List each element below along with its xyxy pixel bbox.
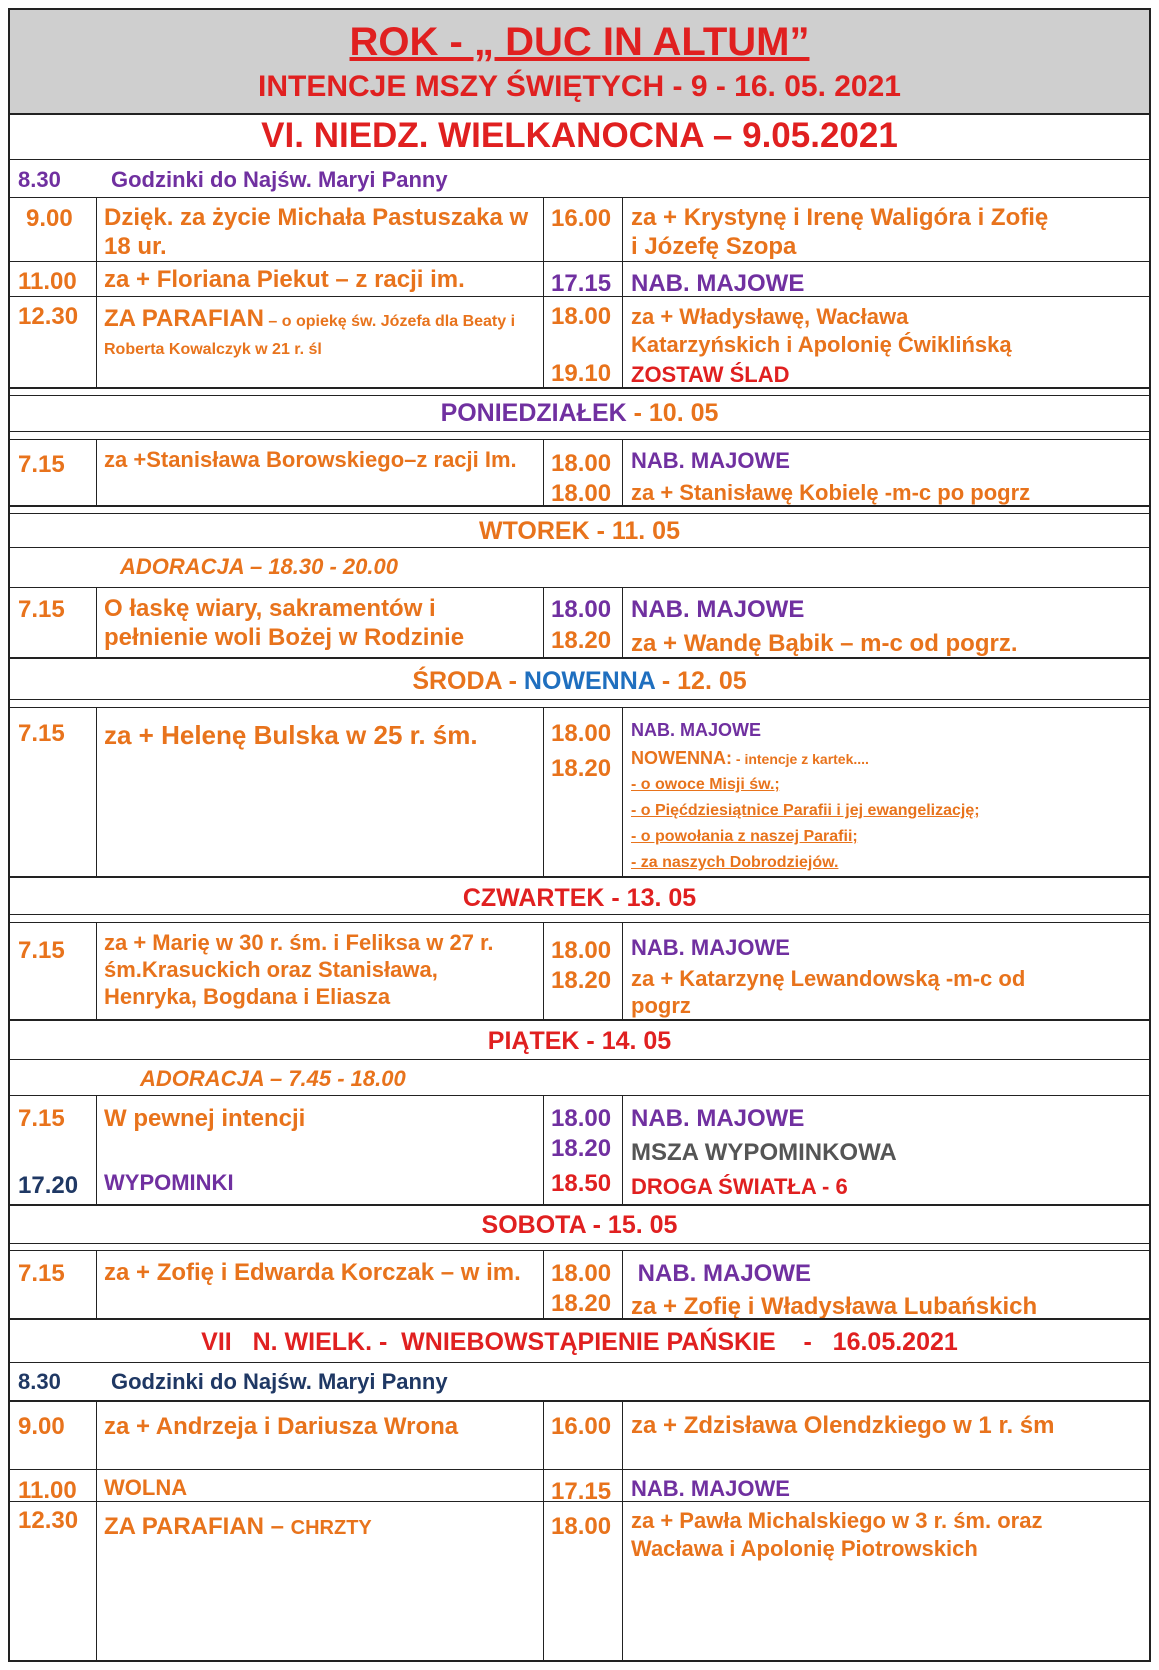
wednesday-title-b: NOWENNA (523, 667, 655, 695)
header-banner (10, 10, 1149, 115)
sunday1-r3b-time: 18.00 (551, 303, 612, 330)
friday-adoracja: ADORACJA – 7.45 - 18.00 (140, 1066, 406, 1091)
thursday-time: 7.15 (18, 937, 65, 964)
sunday1-r1b-text: za + Krystynę i Irenę Waligóra i Zofię i Józefę Szopa (631, 204, 1049, 260)
thursday-text: za + Marię w 30 r. śm. i Feliksa w 27 r. śm.Krasuckich oraz Stanisława, Henryka, Bogdana i Eliasza (104, 930, 494, 1009)
tuesday-adoracja: ADORACJA – 18.30 - 20.00 (120, 554, 398, 579)
sunday1-r3-small: – o opiekę św. Józefa dla Beaty i Roberta Kowalczyk w 21 r. śl (104, 313, 516, 358)
sunday2-r1b-time: 16.00 (551, 1413, 612, 1440)
wednesday-e1: NAB. MAJOWE (631, 720, 761, 740)
tuesday-t2: 18.20 (551, 627, 612, 654)
tuesday-e1: NAB. MAJOWE (631, 596, 805, 623)
sunday2-r2b-time: 17.15 (551, 1478, 612, 1505)
sunday1-r3c-time: 19.10 (551, 360, 612, 387)
header-title: ROK - „ DUC IN ALTUM” (349, 20, 810, 64)
thursday-e1: NAB. MAJOWE (631, 935, 790, 960)
wednesday-nowenna-2: - o Pięćdziesiątnice Parafii i jej ewangelizację; (631, 802, 980, 819)
friday-text2: WYPOMINKI (104, 1170, 234, 1195)
wednesday-t2: 18.20 (551, 755, 612, 782)
monday-time: 7.15 (18, 451, 65, 478)
sunday1-r3-main: ZA PARAFIAN (104, 305, 264, 332)
wednesday-text: za + Helenę Bulska w 25 r. śm. (104, 720, 478, 750)
friday-e1: NAB. MAJOWE (631, 1105, 805, 1132)
sunday2-godzinki-time: 8.30 (18, 1369, 61, 1394)
friday-e2: MSZA WYPOMINKOWA (631, 1139, 897, 1166)
saturday-time: 7.15 (18, 1260, 65, 1287)
friday-title: PIĄTEK - 14. 05 (487, 1027, 672, 1055)
sunday1-r2-time: 11.00 (18, 268, 77, 295)
sunday2-r2-time: 11.00 (18, 1477, 77, 1504)
monday-e1: NAB. MAJOWE (631, 448, 790, 473)
sunday1-r1b-time: 16.00 (551, 205, 612, 232)
sunday1-r3c-text: ZOSTAW ŚLAD (631, 362, 790, 387)
saturday-t2: 18.20 (551, 1290, 612, 1317)
sunday2-r3b-text: za + Pawła Michalskiego w 3 r. śm. oraz Wacława i Apolonię Piotrowskich (631, 1508, 1043, 1561)
wednesday-title-row (10, 667, 1149, 696)
thursday-title: CZWARTEK - 13. 05 (462, 884, 697, 912)
tuesday-text: O łaskę wiary, sakramentów i pełnienie woli Bożej w Rodzinie (104, 595, 465, 651)
wednesday-nowenna-4: - za naszych Dobrodziejów. (631, 854, 839, 871)
sunday2-r3b-time: 18.00 (551, 1513, 612, 1540)
thursday-t2: 18.20 (551, 967, 612, 994)
sunday1-r2b-text: NAB. MAJOWE (631, 270, 805, 297)
saturday-e2: za + Zofię i Władysława Lubańskich (631, 1293, 1038, 1320)
sunday1-title: VI. NIEDZ. WIELKANOCNA – 9.05.2021 (261, 116, 898, 155)
saturday-t1: 18.00 (551, 1260, 612, 1287)
monday-text: za +Stanisława Borowskiego–z racji Im. (104, 447, 517, 472)
wednesday-nowenna-row (631, 748, 869, 769)
friday-e3: DROGA ŚWIATŁA - 6 (631, 1174, 848, 1199)
sunday1-r1-text: Dzięk. za życie Michała Pastuszaka w 18 ur. (104, 204, 529, 260)
friday-time: 7.15 (18, 1105, 65, 1132)
sunday2-title: VII N. WIELK. - WNIEBOWSTĄPIENIE PAŃSKIE - 16.05.2021 (201, 1328, 958, 1356)
sunday1-r3-text (104, 305, 534, 364)
sunday2-r1b-text: za + Zdzisława Olendzkiego w 1 r. śm (631, 1412, 1055, 1439)
saturday-text: za + Zofię i Edwarda Korczak – w im. (104, 1259, 521, 1286)
tuesday-time: 7.15 (18, 596, 65, 623)
friday-time2: 17.20 (18, 1172, 79, 1199)
tuesday-title: WTOREK - 11. 05 (479, 517, 680, 545)
sunday1-r3-time: 12.30 (18, 303, 79, 330)
tuesday-t1: 18.00 (551, 596, 612, 623)
friday-t3: 18.50 (551, 1170, 612, 1197)
sunday2-r3-main: ZA PARAFIAN – (104, 1513, 291, 1540)
friday-t1: 18.00 (551, 1105, 612, 1132)
wednesday-nowenna-3: - o powołania z naszej Parafii; (631, 828, 858, 845)
monday-t1: 18.00 (551, 450, 612, 477)
wednesday-nowenna-label: NOWENNA: (631, 748, 732, 768)
monday-date: - 10. 05 (626, 399, 719, 427)
sunday1-r1-time: 9.00 (26, 205, 73, 232)
tuesday-e2: za + Wandę Bąbik – m-c od pogrz. (631, 630, 1018, 657)
sunday1-r2b-time: 17.15 (551, 270, 612, 297)
sunday2-r3-time: 12.30 (18, 1507, 79, 1534)
thursday-e2: za + Katarzynę Lewandowską -m-c od pogrz (631, 966, 1026, 1018)
sunday1-godzinki-time: 8.30 (18, 167, 61, 192)
friday-t2: 18.20 (551, 1135, 612, 1162)
sunday2-r1-text: za + Andrzeja i Dariusza Wrona (104, 1413, 459, 1440)
sunday2-r3-text (104, 1513, 372, 1541)
sunday2-godzinki-text: Godzinki do Najśw. Maryi Panny (111, 1369, 448, 1394)
sunday2-r2-text: WOLNA (104, 1475, 188, 1500)
wednesday-title-a: ŚRODA - (412, 667, 524, 695)
sunday2-r1-time: 9.00 (18, 1413, 65, 1440)
sunday1-r2-text: za + Floriana Piekut – z racji im. (104, 266, 465, 293)
monday-title: PONIEDZIAŁEK (440, 399, 627, 427)
mass-schedule-sheet (8, 8, 1151, 1662)
saturday-e1: NAB. MAJOWE (631, 1260, 811, 1287)
thursday-t1: 18.00 (551, 937, 612, 964)
wednesday-nowenna-note: - intencje z kartek.... (732, 751, 869, 767)
saturday-title: SOBOTA - 15. 05 (481, 1211, 678, 1239)
sunday2-r3-small: CHRZTY (290, 1517, 372, 1539)
wednesday-t1: 18.00 (551, 720, 612, 747)
wednesday-title-c: - 12. 05 (654, 667, 747, 695)
monday-e2: za + Stanisławę Kobielę -m-c po pogrz (631, 480, 1031, 505)
sunday1-godzinki-text: Godzinki do Najśw. Maryi Panny (111, 167, 448, 192)
monday-t2: 18.00 (551, 480, 612, 507)
wednesday-time: 7.15 (18, 720, 65, 747)
header-subtitle: INTENCJE MSZY ŚWIĘTYCH - 9 - 16. 05. 2021 (258, 70, 901, 103)
monday-title-row (10, 399, 1149, 428)
friday-text: W pewnej intencji (104, 1105, 306, 1132)
sunday2-r2b-text: NAB. MAJOWE (631, 1476, 790, 1501)
wednesday-nowenna-1: - o owoce Misji św.; (631, 776, 780, 793)
sunday1-r3b-text: za + Władysławę, Wacława Katarzyńskich i Apolonię Ćwiklińską (631, 304, 1012, 357)
